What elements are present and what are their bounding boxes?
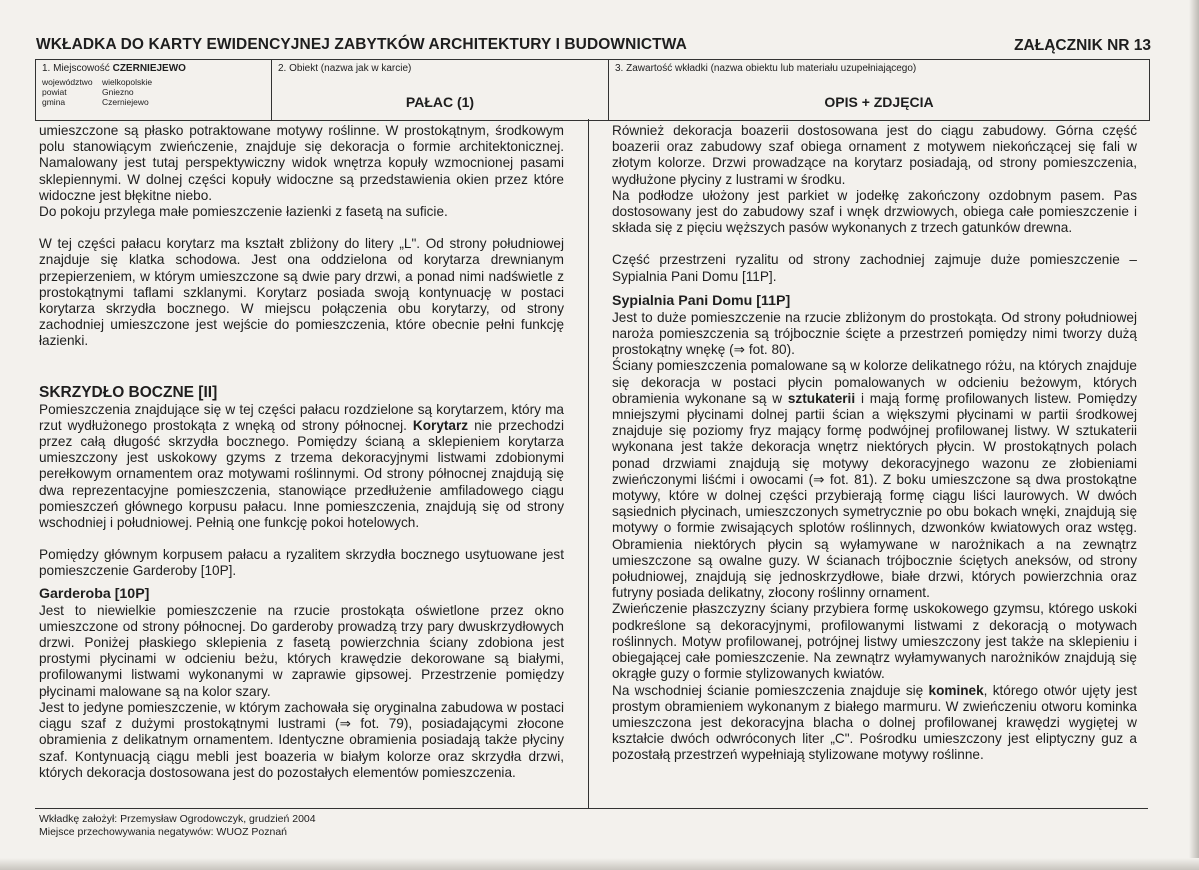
- paragraph: Jest to niewielkie pomieszczenie na rzucie prostokąta oświetlone przez okno umieszczone od strony północnej. Do garderoby prowadzą trzy pary dwuskrzydłowych drzwi. Poniżej płaskiego sklepienia z fasetą powierzchnia ściany zdobiona jest prostymi płycinami w odcieniu beżu, których krawędzie dekorowane są białymi, profilowanymi listwami wykonanymi w zaprawie gipsowej. Przestrzenie pomiędzy płycinami malowane są na kolor szary.: [39, 602, 564, 699]
- contents-value: OPIS + ZDJĘCIA: [824, 94, 934, 110]
- footer-rule: [35, 808, 1148, 809]
- paragraph: Część przestrzeni ryzalitu od strony zachodniej zajmuje duże pomieszczenie – Sypialnia Pani Domu [11P].: [612, 252, 1137, 284]
- footer-negatives-location: Miejsce przechowywania negatywów: WUOZ Poznań: [39, 826, 288, 838]
- contents-label: 3. Zawartość wkładki (nazwa obiektu lub materiału uzupełniającego): [615, 63, 917, 74]
- contents-cell: [609, 60, 1149, 120]
- locality-value: CZERNIEJEWO: [112, 63, 186, 74]
- left-column: [39, 123, 564, 781]
- commune-value: Czerniejewo: [102, 97, 149, 107]
- paragraph: Zwieńczenie płaszczyzny ściany przybiera formę uskokowego gzymsu, którego uskoki podkreślone są dekoracyjnymi, profilowanymi listwami z dekoracją o motywach roślinnych. Motyw profilowanej, potrójnej listwy umieszczony jest także na sklepieniu i obiegającej całe pomieszczenie. Na zewnątrz wyłamywanych narożników znajdują się okrągłe guzy o formie stylizowanych kwiatów.: [612, 601, 1137, 682]
- object-cell: [272, 60, 609, 120]
- paragraph: W tej części pałacu korytarz ma kształt zbliżony do litery „L". Od strony południowej znajduje się klatka schodowa. Jest ona oddzielona od korytarza drewnianym przepierzeniem, w którym umieszczone są dwie pary drzwi, a ponad nimi nadświetle z prostokątnymi taflami szklanymi. Korytarz posiada swoją kontynuację w postaci korytarza skrzydła bocznego. W miejscu połączenia obu korytarzy, od strony zachodniej umieszczone jest wejście do pomieszczenia, które obecnie pełni funkcję łazienki.: [39, 236, 564, 349]
- subsection-heading: Garderoba [10P]: [39, 585, 150, 602]
- subsection-heading: Sypialnia Pani Domu [11P]: [612, 292, 791, 309]
- scan-edge-shadow: [0, 858, 1199, 870]
- document-title: WKŁADKA DO KARTY EWIDENCYJNEJ ZABYTKÓW ARCHITEKTURY I BUDOWNICTWA: [36, 36, 687, 53]
- paragraph: Na wschodniej ścianie pomieszczenia znajduje się kominek, którego otwór ujęty jest prostym obramieniem wykonanym z białego marmuru. W zwieńczeniu otworu kominka umieszczona jest dekoracyjna blacha o dolnej profilowanej krawędzi wygiętej w kształcie dwóch odwróconych liter „C". Pośrodku umieszczony jest eliptyczny guz a pozostałą przestrzeń wypełniają stylizowane motywy roślinne.: [612, 682, 1137, 763]
- column-divider: [588, 119, 589, 808]
- footer: [39, 813, 316, 839]
- paragraph: Pomiędzy głównym korpusem pałacu a ryzalitem skrzydła bocznego usytuowane jest pomieszczenie Garderoby [10P].: [39, 547, 564, 579]
- paragraph: Ściany pomieszczenia pomalowane są w kolorze delikatnego różu, na których znajduje się dekoracja w postaci płycin pomalowanych w odcieniu beżowym, których obramienia wykonane są w sztukaterii i mają formę profilowanych listew. Pomiędzy mniejszymi płycinami dolnej partii ścian a większymi płycinami w partii środkowej znajduje się poziomy fryz mający formę podwójnej profilowanej listwy. W sztukaterii wykonana jest także dekoracja wnętrz niektórych płycin. W prostokątnych polach ponad drzwiami znajdują się motywy dekoracyjnego wazonu ze złobieniami zwieńczonymi liśćmi i owocami (⇒ fot. 81). Z boku umieszczone są dwa prostokątne motywy, które w dolnej części przybierają formę ciągu liści laurowych. W dwóch sąsiednich płycinach, umieszczonych symetrycznie po obu bokach wnęki, znajdują się motywy o formie zwisających splotów roślinnych, dzwonków kwiatowych oraz wstęg. Obramienia niektórych płycin są wyłamywane w narożnikach a na zewnątrz umieszczone są owalne guzy. W ścianach trójbocznie ściętych aneksów, od strony południowej, znajdują się jednoskrzydłowe, białe drzwi, których powierzchnia oraz futryny posiada delikatny, złocony roślinny ornament.: [612, 358, 1138, 601]
- paragraph: Pomieszczenia znajdujące się w tej części pałacu rozdzielone są korytarzem, który ma rzut wydłużonego prostokąta z wnęką od strony północnej. Korytarz nie przechodzi przez całą długość skrzydła bocznego. Pomiędzy ścianą a sklepieniem korytarza umieszczony jest uskokowy gzyms z trzema dekoracyjnymi listwami zdobionymi perełkowym ornamentem oraz motywami roślinnymi. Od strony północnej znajdują się dwa reprezentacyjne pomieszczenia, stanowiące przedłużenie amfiladowego ciągu pomieszczeń głównego korpusu pałacu. Inne pomieszczenia, znajdują się od strony wschodniej i południowej. Pełnią one funkcję pokoi hotelowych.: [39, 401, 564, 531]
- paragraph: Jest to jedyne pomieszczenie, w którym zachowała się oryginalna zabudowa w postaci ciągu szaf z dużymi prostokątnymi lustrami (⇒ fot. 79), posiadającymi złocone obramienia z delikatnym ornamentem. Identyczne obramienia posiadają także płyciny szaf. Kontynuacją ciągu mebli jest boazeria w białym kolorze oraz skrzydła drzwi, których dekoracja dostosowana jest do pozostałych elementów pomieszczenia.: [39, 699, 564, 780]
- scan-edge-shadow: [1189, 0, 1199, 870]
- paragraph: Do pokoju przylega małe pomieszczenie łazienki z fasetą na suficie.: [39, 204, 448, 220]
- info-table: [35, 59, 1150, 121]
- paragraph: Jest to duże pomieszczenie na rzucie zbliżonym do prostokąta. Od strony południowej naroża pomieszczenia są trójbocznie ścięte a przestrzeń pomiędzy nimi tworzy dużą prostokątny wnękę (⇒ fot. 80).: [612, 309, 1137, 358]
- right-column: [612, 123, 1137, 764]
- bold-term: kominek: [928, 682, 984, 698]
- object-label: 2. Obiekt (nazwa jak w karcie): [278, 63, 412, 74]
- object-value: PAŁAC (1): [405, 94, 475, 110]
- bold-term: Korytarz: [412, 417, 469, 433]
- footer-author: Wkładkę założył: Przemysław Ogrodowczyk, grudzień 2004: [39, 813, 316, 825]
- admin-units: [42, 77, 265, 107]
- paragraph: Na podłodze ułożony jest parkiet w jodełkę zakończony ozdobnym pasem. Pas dostosowany jest do zabudowy szaf i wnęk drzwiowych, obiega całe pomieszczenie i składa się z pięciu węższych pasów wykonanych z trzech gatunków drewna.: [612, 187, 1137, 236]
- voivodeship-label: województwo: [42, 77, 93, 87]
- bold-term: sztukaterii: [787, 390, 856, 406]
- commune-label: gmina: [42, 97, 66, 107]
- paragraph: umieszczone są płasko potraktowane motywy roślinne. W prostokątnym, środkowym polu stanowiącym zwieńczenie, znajduje się dekoracja o formie architektonicznej. Namalowany jest tutaj perspektywiczny widok wnętrza kopuły wzmocnionej pasami sklepiennymi. W dolnej części kopuły widoczne są przedstawienia okien przez które widoczne jest błękitne niebo.: [39, 123, 564, 203]
- section-heading: SKRZYDŁO BOCZNE [II]: [39, 383, 218, 401]
- locality-label: 1. Miejscowość: [42, 63, 110, 74]
- district-value: Gniezno: [102, 87, 134, 97]
- voivodeship-value: wielkopolskie: [102, 77, 153, 87]
- district-label: powiat: [42, 87, 67, 97]
- paragraph: Również dekoracja boazerii dostosowana jest do ciągu zabudowy. Górna część boazerii oraz zabudowy szaf obiega ornament z motywem niekończącej się fali w złotym kolorze. Drzwi prowadzące na korytarz posiadają, od strony pomieszczenia, wydłużone płyciny z lustrami w środku.: [612, 123, 1137, 187]
- locality-cell: [36, 60, 272, 120]
- annex-number: ZAŁĄCZNIK NR 13: [1014, 37, 1151, 54]
